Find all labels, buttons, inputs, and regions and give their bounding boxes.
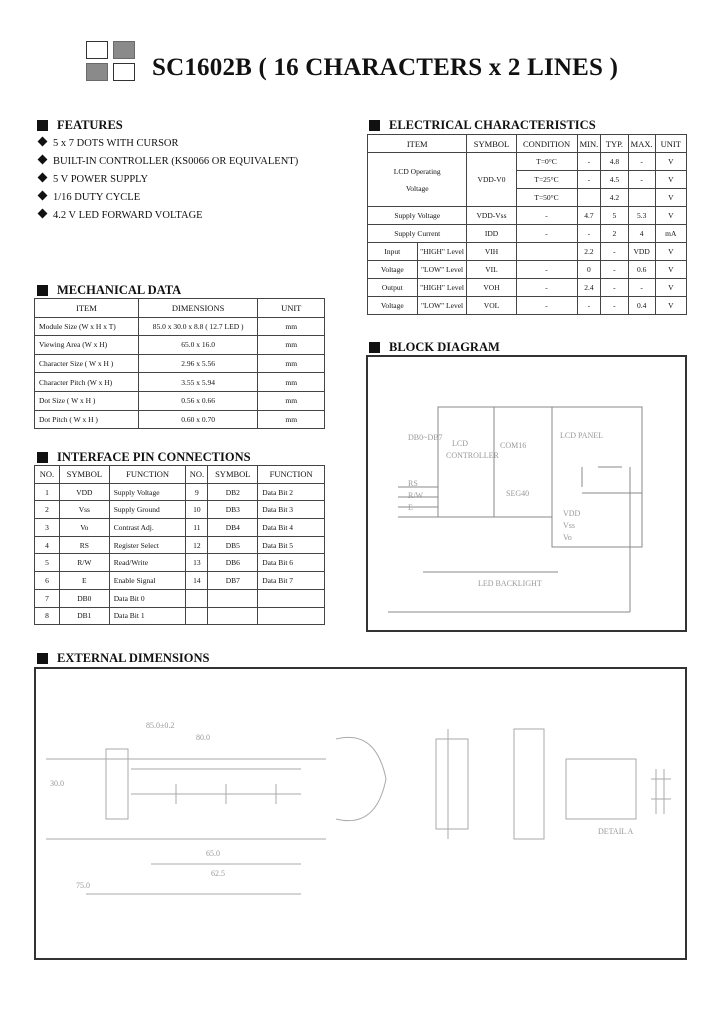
table-cell xyxy=(258,607,325,625)
feature-item xyxy=(37,192,140,203)
external-heading-text: EXTERNAL DIMENSIONS xyxy=(57,651,210,665)
table-cell xyxy=(208,607,258,625)
column-header: FUNCTION xyxy=(258,466,325,484)
table-cell: 5 xyxy=(35,554,60,572)
table-cell: 5.3 xyxy=(628,207,655,225)
table-cell: - xyxy=(577,225,601,243)
feature-text: 5 V POWER SUPPLY xyxy=(53,174,149,185)
diamond-bullet-icon xyxy=(38,209,48,219)
page-title: SC1602B ( 16 CHARACTERS x 2 LINES ) xyxy=(152,54,619,81)
table-cell: Supply Ground xyxy=(109,501,186,519)
com-label: COM16 xyxy=(500,441,527,450)
table-header-row xyxy=(368,135,687,153)
table-cell: V xyxy=(655,207,686,225)
table-cell: Data Bit 2 xyxy=(258,483,325,501)
logo-square-4 xyxy=(113,63,135,81)
column-header: MAX. xyxy=(628,135,655,153)
table-cell: 6 xyxy=(35,572,60,590)
table-cell: 9 xyxy=(186,483,208,501)
table-cell: 0.56 x 0.66 xyxy=(138,391,258,410)
table-cell: Supply Voltage xyxy=(368,207,467,225)
table-cell: VIL xyxy=(467,261,516,279)
external-heading xyxy=(37,651,209,666)
table-cell: DB2 xyxy=(208,483,258,501)
table-cell: 4.5 xyxy=(601,171,628,189)
table-cell: V xyxy=(655,171,686,189)
table-cell: 3 xyxy=(35,519,60,537)
electrical-heading xyxy=(369,118,596,133)
cell-line: Voltage xyxy=(405,183,429,193)
controller-label: CONTROLLER xyxy=(446,451,499,460)
table-cell: Voltage xyxy=(368,261,418,279)
table-cell: 3.55 x 5.94 xyxy=(138,373,258,392)
table-row xyxy=(35,572,325,590)
hole-pitch-label: 75.0 xyxy=(76,881,90,890)
rw-label: R/W xyxy=(408,491,424,500)
table-cell: 65.0 x 16.0 xyxy=(138,336,258,355)
table-row xyxy=(368,243,687,261)
table-row xyxy=(35,373,325,392)
table-row xyxy=(368,261,687,279)
table-cell: - xyxy=(601,243,628,261)
table-cell: 2 xyxy=(601,225,628,243)
block-diagram-frame xyxy=(366,355,687,632)
table-cell: 10 xyxy=(186,501,208,519)
features-heading-text: FEATURES xyxy=(57,118,123,132)
bullet-square-icon xyxy=(369,342,380,353)
aa-width-label: 62.5 xyxy=(211,869,225,878)
table-cell: 8 xyxy=(35,607,60,625)
table-cell: mm xyxy=(258,317,325,336)
column-header: UNIT xyxy=(258,299,325,318)
table-cell: Supply Current xyxy=(368,225,467,243)
seg-label: SEG40 xyxy=(506,489,530,498)
overall-width-label: 85.0±0.2 xyxy=(146,721,175,730)
table-cell: DB0 xyxy=(59,589,109,607)
table-cell: "LOW" Level xyxy=(417,297,467,315)
table-cell: 2.2 xyxy=(577,243,601,261)
table-cell: mm xyxy=(258,354,325,373)
feature-text: BUILT-IN CONTROLLER (KS0066 OR EQUIVALENT) xyxy=(53,156,299,167)
feature-item xyxy=(37,174,148,185)
table-cell: - xyxy=(516,207,577,225)
electrical-table xyxy=(367,134,687,315)
table-cell: Viewing Area (W x H) xyxy=(35,336,139,355)
table-cell: IDD xyxy=(467,225,516,243)
table-cell: Data Bit 7 xyxy=(258,572,325,590)
table-cell: V xyxy=(655,153,686,171)
table-cell: DB6 xyxy=(208,554,258,572)
table-cell: VDD-V0 xyxy=(467,153,516,207)
table-row xyxy=(35,501,325,519)
table-row xyxy=(368,297,687,315)
bullet-square-icon xyxy=(37,120,48,131)
diamond-bullet-icon xyxy=(38,155,48,165)
table-cell: 7 xyxy=(35,589,60,607)
table-cell: - xyxy=(628,171,655,189)
table-cell: Read/Write xyxy=(109,554,186,572)
table-cell: Data Bit 4 xyxy=(258,519,325,537)
table-cell: Input xyxy=(368,243,418,261)
column-header: DIMENSIONS xyxy=(138,299,258,318)
table-cell: - xyxy=(516,297,577,315)
interface-pin-table xyxy=(34,465,325,625)
table-cell: 4.7 xyxy=(577,207,601,225)
table-row xyxy=(35,410,325,429)
table-cell: Character Pitch (W x H) xyxy=(35,373,139,392)
table-cell: - xyxy=(516,225,577,243)
table-cell: 4 xyxy=(35,536,60,554)
table-cell: 2.4 xyxy=(577,279,601,297)
table-row xyxy=(35,317,325,336)
table-cell: T=50°C xyxy=(516,189,577,207)
table-cell: V xyxy=(655,279,686,297)
table-cell: Output xyxy=(368,279,418,297)
table-cell: 0.4 xyxy=(628,297,655,315)
column-header: NO. xyxy=(35,466,60,484)
column-header: NO. xyxy=(186,466,208,484)
column-header: ITEM xyxy=(35,299,139,318)
table-row xyxy=(35,354,325,373)
va-width-label: 65.0 xyxy=(206,849,220,858)
table-cell: mA xyxy=(655,225,686,243)
table-cell: mm xyxy=(258,336,325,355)
table-cell: 1 xyxy=(35,483,60,501)
column-header: UNIT xyxy=(655,135,686,153)
diamond-bullet-icon xyxy=(38,191,48,201)
table-row xyxy=(368,207,687,225)
table-row xyxy=(35,519,325,537)
table-cell: Character Size ( W x H ) xyxy=(35,354,139,373)
table-cell: Supply Voltage xyxy=(109,483,186,501)
table-cell: 0 xyxy=(577,261,601,279)
diamond-bullet-icon xyxy=(38,137,48,147)
table-cell xyxy=(258,589,325,607)
table-header-row xyxy=(35,299,325,318)
block-diagram-heading xyxy=(369,340,500,355)
table-cell xyxy=(577,189,601,207)
bullet-square-icon xyxy=(37,452,48,463)
block-diagram-heading-text: BLOCK DIAGRAM xyxy=(389,340,500,354)
column-header: FUNCTION xyxy=(109,466,186,484)
table-cell: "HIGH" Level xyxy=(417,279,467,297)
table-cell xyxy=(628,189,655,207)
external-dimensions-frame xyxy=(34,667,687,960)
interface-heading-text: INTERFACE PIN CONNECTIONS xyxy=(57,450,251,464)
table-cell: Register Select xyxy=(109,536,186,554)
rs-label: RS xyxy=(408,479,418,488)
table-cell: VDD-Vss xyxy=(467,207,516,225)
table-cell: VIH xyxy=(467,243,516,261)
table-cell: Data Bit 0 xyxy=(109,589,186,607)
column-header: SYMBOL xyxy=(467,135,516,153)
table-cell: - xyxy=(577,171,601,189)
table-cell: RS xyxy=(59,536,109,554)
table-cell: T=25°C xyxy=(516,171,577,189)
e-label: E xyxy=(408,503,413,512)
table-cell xyxy=(186,589,208,607)
table-cell: - xyxy=(601,297,628,315)
column-header: SYMBOL xyxy=(59,466,109,484)
logo-square-3 xyxy=(86,63,108,81)
feature-item xyxy=(37,210,203,221)
table-cell: 12 xyxy=(186,536,208,554)
height-label: 30.0 xyxy=(50,779,64,788)
table-row xyxy=(368,279,687,297)
logo-square-1 xyxy=(86,41,108,59)
table-cell: mm xyxy=(258,373,325,392)
table-cell: mm xyxy=(258,410,325,429)
db-label: DB0~DB7 xyxy=(408,433,443,442)
logo-square-2 xyxy=(113,41,135,59)
table-cell: VDD xyxy=(628,243,655,261)
table-cell: Data Bit 5 xyxy=(258,536,325,554)
table-cell: - xyxy=(577,153,601,171)
feature-text: 1/16 DUTY CYCLE xyxy=(53,192,141,203)
table-cell: 4.2 xyxy=(601,189,628,207)
table-cell: 0.60 x 0.70 xyxy=(138,410,258,429)
table-row xyxy=(35,607,325,625)
table-cell: 2.96 x 5.56 xyxy=(138,354,258,373)
detail-label: DETAIL A xyxy=(598,827,634,836)
table-cell xyxy=(516,243,577,261)
table-cell: - xyxy=(516,261,577,279)
table-cell: DB1 xyxy=(59,607,109,625)
feature-item xyxy=(37,156,298,167)
table-row xyxy=(35,589,325,607)
table-cell: "HIGH" Level xyxy=(417,243,467,261)
table-row xyxy=(35,536,325,554)
table-cell: V xyxy=(655,261,686,279)
feature-text: 4.2 V LED FORWARD VOLTAGE xyxy=(53,210,203,221)
table-cell: Data Bit 1 xyxy=(109,607,186,625)
outline-drawing xyxy=(36,669,685,958)
table-cell: E xyxy=(59,572,109,590)
table-cell: Dot Pitch ( W x H ) xyxy=(35,410,139,429)
table-cell: 4.8 xyxy=(601,153,628,171)
table-cell: V xyxy=(655,297,686,315)
vdd-label: VDD xyxy=(563,509,581,518)
table-cell: 2 xyxy=(35,501,60,519)
table-cell: Vss xyxy=(59,501,109,519)
bullet-square-icon xyxy=(37,653,48,664)
table-cell: 4 xyxy=(628,225,655,243)
table-cell: VOL xyxy=(467,297,516,315)
table-cell: DB5 xyxy=(208,536,258,554)
table-cell: Enable Signal xyxy=(109,572,186,590)
controller-label: LCD xyxy=(452,439,468,448)
table-cell: DB3 xyxy=(208,501,258,519)
cell-line: LCD Operating xyxy=(393,166,441,176)
table-row xyxy=(35,554,325,572)
feature-text: 5 x 7 DOTS WITH CURSOR xyxy=(53,138,179,149)
interface-heading xyxy=(37,450,251,465)
table-cell: 0.6 xyxy=(628,261,655,279)
column-header: MIN. xyxy=(577,135,601,153)
bullet-square-icon xyxy=(37,285,48,296)
table-cell: 13 xyxy=(186,554,208,572)
bullet-square-icon xyxy=(369,120,380,131)
table-cell xyxy=(208,589,258,607)
backlight-label: LED BACKLIGHT xyxy=(478,579,542,588)
table-cell: "LOW" Level xyxy=(417,261,467,279)
column-header: TYP. xyxy=(601,135,628,153)
table-row xyxy=(35,391,325,410)
table-cell: Contrast Adj. xyxy=(109,519,186,537)
table-cell: - xyxy=(628,279,655,297)
table-row xyxy=(368,153,687,171)
table-cell xyxy=(186,607,208,625)
mechanical-heading-text: MECHANICAL DATA xyxy=(57,283,182,297)
table-header-row xyxy=(35,466,325,484)
diamond-bullet-icon xyxy=(38,173,48,183)
table-row xyxy=(368,225,687,243)
table-cell: V xyxy=(655,189,686,207)
table-cell: - xyxy=(577,297,601,315)
table-cell: - xyxy=(601,279,628,297)
table-cell: Vo xyxy=(59,519,109,537)
table-cell: Voltage xyxy=(368,297,418,315)
features-heading xyxy=(37,118,123,133)
vss-label: Vss xyxy=(563,521,576,530)
mechanical-heading xyxy=(37,283,181,298)
table-cell: DB7 xyxy=(208,572,258,590)
table-cell xyxy=(368,153,467,207)
feature-item xyxy=(37,138,179,149)
table-cell: DB4 xyxy=(208,519,258,537)
table-cell: Module Size (W x H x T) xyxy=(35,317,139,336)
table-cell: 85.0 x 30.0 x 8.8 ( 12.7 LED ) xyxy=(138,317,258,336)
table-cell: 14 xyxy=(186,572,208,590)
column-header: CONDITION xyxy=(516,135,577,153)
table-cell: mm xyxy=(258,391,325,410)
table-cell: 5 xyxy=(601,207,628,225)
column-header: SYMBOL xyxy=(208,466,258,484)
table-cell: - xyxy=(601,261,628,279)
table-cell: 11 xyxy=(186,519,208,537)
electrical-heading-text: ELECTRICAL CHARACTERISTICS xyxy=(389,118,596,132)
lcd-panel-label: LCD PANEL xyxy=(560,431,604,440)
mechanical-table xyxy=(34,298,325,429)
table-cell: - xyxy=(628,153,655,171)
table-cell: - xyxy=(516,279,577,297)
table-cell: T=0°C xyxy=(516,153,577,171)
table-cell: Dot Size ( W x H ) xyxy=(35,391,139,410)
table-row xyxy=(35,336,325,355)
table-cell: Data Bit 3 xyxy=(258,501,325,519)
pcb-width-label: 80.0 xyxy=(196,733,210,742)
table-cell: VDD xyxy=(59,483,109,501)
vo-label: Vo xyxy=(563,533,572,542)
table-row xyxy=(35,483,325,501)
column-header: ITEM xyxy=(368,135,467,153)
table-cell: R/W xyxy=(59,554,109,572)
table-cell: VOH xyxy=(467,279,516,297)
table-cell: V xyxy=(655,243,686,261)
table-cell: Data Bit 6 xyxy=(258,554,325,572)
